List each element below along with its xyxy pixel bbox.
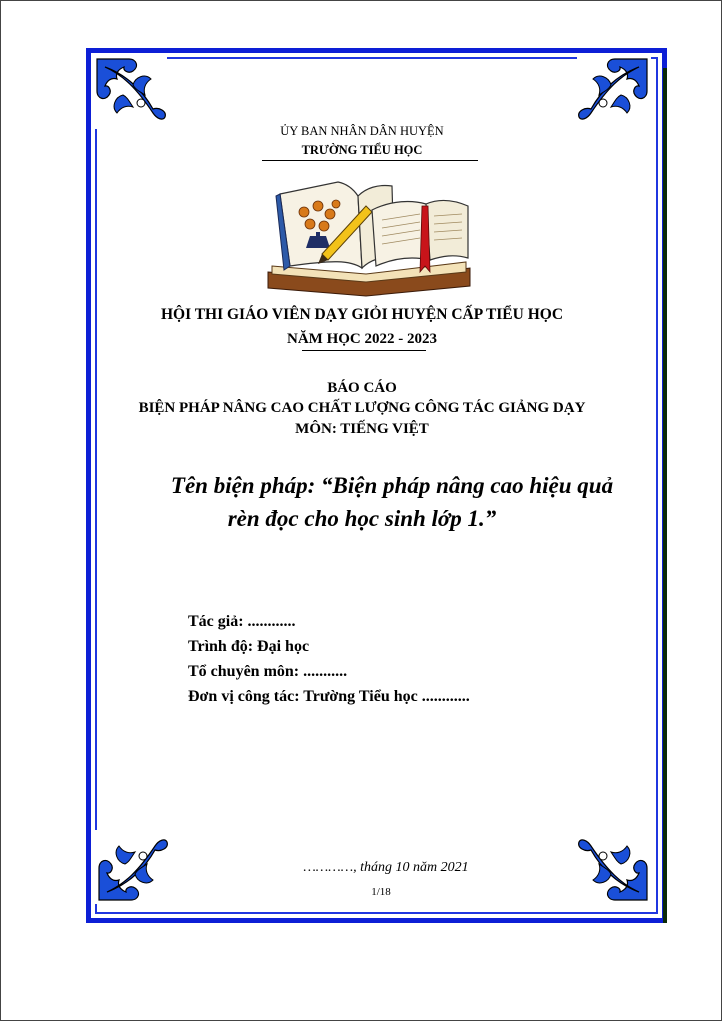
year-underline bbox=[302, 350, 426, 351]
contest-title: HỘI THI GIÁO VIÊN DẠY GIỎI HUYỆN CẤP TIỂU HỌC bbox=[160, 306, 564, 323]
school-name: TRƯỜNG TIỂU HỌC bbox=[301, 143, 423, 157]
header-underline bbox=[262, 160, 478, 161]
report-label: BÁO CÁO bbox=[327, 380, 397, 396]
fleur-corner-icon bbox=[93, 55, 167, 129]
fleur-corner-icon bbox=[577, 55, 651, 129]
report-subject: MÔN: TIẾNG VIỆT bbox=[295, 421, 429, 437]
report-measures: BIỆN PHÁP NÂNG CAO CHẤT LƯỢNG CÔNG TÁC GIẢNG DẠY bbox=[138, 400, 586, 416]
open-books-icon bbox=[262, 176, 476, 298]
committee-name: ỦY BAN NHÂN DÂN HUYỆN bbox=[280, 124, 444, 138]
date-line: …………, tháng 10 năm 2021 bbox=[303, 860, 469, 875]
measure-title-line1: Tên biện pháp: “Biện pháp nâng cao hiệu quả bbox=[170, 473, 614, 498]
school-year: NĂM HỌC 2022 - 2023 bbox=[287, 331, 437, 347]
author-field: Tác giả: ............ bbox=[188, 613, 296, 630]
page-number: 1/18 bbox=[371, 886, 391, 898]
degree-field: Trình độ: Đại học bbox=[188, 638, 310, 655]
measure-title-line2: rèn đọc cho học sinh lớp 1.” bbox=[227, 506, 497, 531]
department-field: Tổ chuyên môn: ........... bbox=[188, 663, 348, 680]
workplace-field: Đơn vị công tác: Trường Tiểu học ............ bbox=[188, 688, 470, 705]
